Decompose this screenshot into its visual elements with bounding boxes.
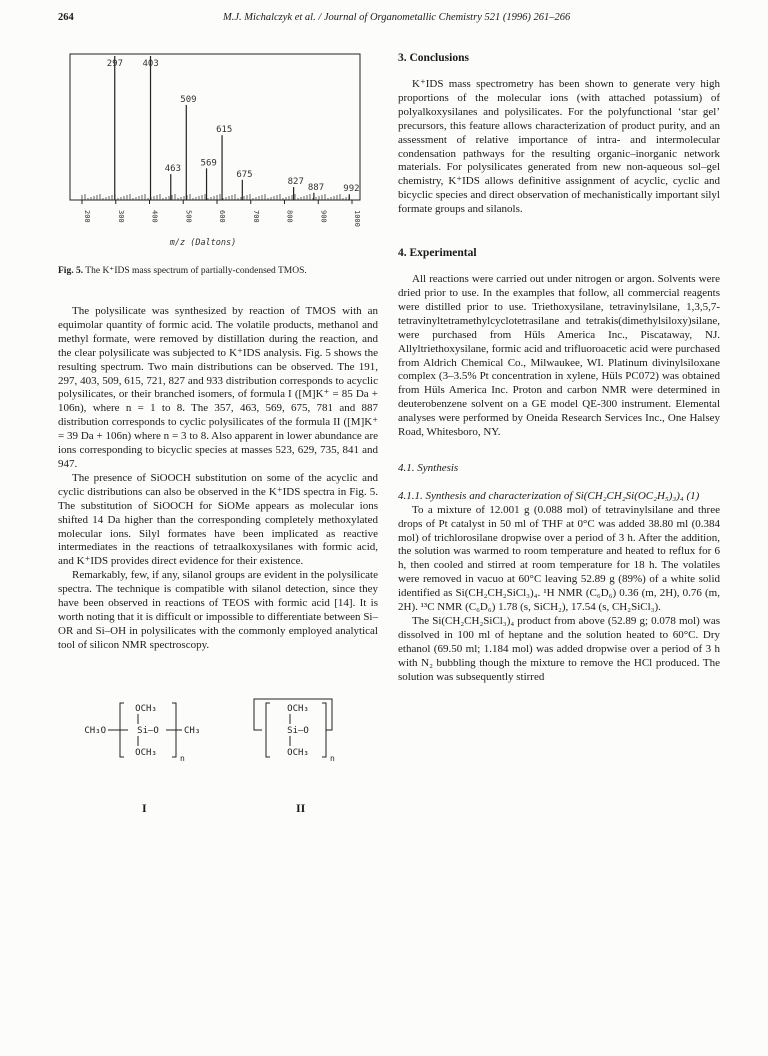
paragraph-conclusions: K⁺IDS mass spectrometry has been shown to generate very high proportions of the molecular ions (with attached potassium) of polyalkoxysilanes and polysilicates. For the polyfunctional ‘star gel’ precursors, this feature allows characterization of product purity, and an assessment of relative importance of intra- and intermolecular condensation pathways for the resulting organic–inorganic network materials. For polysilicates generated from new non-aqueous sol–gel chemistry, K⁺IDS allows definitive assignment of acyclic, cyclic and bicyclic species and direct observation of mechanistically important silyl formate groups and silanols.: [398, 78, 720, 216]
mass-spectrum-plot: [68, 52, 368, 267]
structure-label-i: I: [142, 800, 147, 815]
paragraph-1: The polysilicate was synthesized by reaction of TMOS with an equimolar quantity of formic acid. The volatile products, methanol and methyl formate, were removed by distillation during the reaction, and the clear polysilicate was subjected to K⁺IDS analysis. Fig. 5 shows the resulting spectrum. Two main distributions can be observed. The 191, 297, 403, 509, 615, 721, 827 and 933 distribution corresponds to acyclic polysilicates, or their branched isomers, of formula I ([M]K⁺ = 85 Da + 106n), where n = 1 to 8. The 357, 463, 569, 675, 781 and 887 distribution corresponds to cyclic polysilicates of the formula II ([M]K⁺ = 39 Da + 106n) where n = 3 to 8. Also apparent in lower abundance are ions corresponding to bicyclic species at masses 523, 629, 735, 841 and 947.: [58, 305, 378, 470]
x-axis-label: m/z (Daltons): [169, 238, 237, 248]
struct1-bottom: OCH₃: [135, 747, 157, 758]
peak-label-297: 297: [106, 59, 124, 69]
page-number: 264: [58, 12, 74, 23]
structure-label-ii: II: [296, 800, 306, 815]
peak-label-675: 675: [236, 169, 253, 180]
struct1-mid: Si–O: [137, 725, 159, 736]
x-tick-label-400: 400: [150, 210, 159, 223]
struct2-bottom: OCH₃: [287, 747, 309, 758]
running-title: M.J. Michalczyk et al. / Journal of Organometallic Chemistry 521 (1996) 261–266: [223, 12, 571, 23]
x-tick-label-300: 300: [116, 210, 125, 223]
peak-label-569: 569: [200, 158, 217, 169]
structure-formula-i: [76, 697, 216, 777]
x-tick-label-700: 700: [251, 210, 260, 223]
struct1-sub: n: [180, 753, 185, 763]
baseline-noise: [82, 194, 349, 200]
right-column: [398, 52, 720, 685]
paragraph-experimental: All reactions were carried out under nitrogen or argon. Solvents were dried prior to use. In the examples that follow, all commercial reagents were distilled prior to use. Triethoxysilane, tetravinylsilane, 1,3,5,7-tetravinyltetramethylcyclotetrasilane and tetrakis(dimethylsiloxy)silane, were purchased from Hüls America Inc., Piscataway, NJ. Allyltriethoxysilane, formic acid and trifluoroacetic acid were purchased from Aldrich Chemical Co., Milwaukee, WI. Platinum divinylsiloxane complex (3–3.5% Pt concentration in xylene, Hüls PC072) was obtained from Hüls America Inc. Proton and carbon NMR were determined in deuterobenzene solvent on a GE model QE-300 instrument. Elemental analyses were performed by Oneida Research Services Inc., One Halsey Road, Whitesboro, NY.: [398, 273, 720, 439]
x-tick-label-600: 600: [218, 210, 226, 223]
peak-label-615: 615: [216, 125, 233, 136]
section-heading-conclusions: 3. Conclusions: [398, 52, 469, 64]
left-column: [58, 52, 378, 823]
struct1-left: CH₃O: [84, 725, 106, 736]
caption-label: Fig. 5.: [58, 266, 84, 276]
running-header: [58, 12, 720, 30]
x-tick-label-500: 500: [184, 210, 193, 223]
peak-label-827: 827: [287, 177, 304, 188]
peak-label-509: 509: [180, 94, 197, 105]
paragraph-3: Remarkably, few, if any, silanol groups are evident in the polysilicate spectra. The technique is compatible with silanol detection, since they have been observed in reactions of TEOS with formic acid [14]. It is worth noting that it is difficult or impossible to differentiate between Si–OR and Si–OH in polysilicates with the commonly employed analytical tool of silicon NMR spectroscopy.: [58, 569, 378, 651]
caption-text: The K⁺IDS mass spectrum of partially-condensed TMOS.: [85, 266, 307, 276]
peak-label-403: 403: [142, 59, 159, 69]
peak-label-992: 992: [343, 184, 360, 195]
section-heading-experimental: 4. Experimental: [398, 247, 477, 260]
struct1-top: OCH₃: [135, 703, 157, 714]
structure-formula-ii: [250, 697, 350, 777]
peak-label-887: 887: [307, 182, 325, 193]
struct2-sub: n: [330, 753, 335, 763]
x-tick-label-800: 800: [285, 210, 294, 223]
x-tick-label-1000: 1000: [353, 210, 361, 227]
paragraph-synthesis-2: The Si(CH₂CH₂SiCl₃)₄ product from above (52.89 g; 0.078 mol) was dissolved in 100 ml of heptane and the solution heated to 60°C. Dry ethanol (69.50 ml; 1.184 mol) was added dropwise over a period of 3 h with N₂ bubbling though the mixture to remove the HCl produced. The solution was subsequently stirred: [398, 615, 720, 683]
x-tick-label-900: 900: [319, 210, 328, 223]
paragraph-synthesis-1: To a mixture of 12.001 g (0.088 mol) of tetravinylsilane and three drops of Pt catalyst in 50 ml of THF at 0°C was added 38.80 ml (0.384 mol) of trichlorosilane dropwise over a period of 3 h. After the addition, the solution was warmed to room temperature and heated to reflux for 6 h, then cooled and stirred at room temperature for 18 h. The volatiles were removed in vacuo at 60°C leaving 52.89 g (89%) of a white solid identified as Si(CH₂CH₂SiCl₃)₄. ¹H NMR (C₆D₆) 0.36 (m, 2H), 0.76 (m, 2H). ¹³C NMR (C₆D₆) 1.78 (s, SiCH₂), 17.54 (s, CH₂SiCl₃).: [398, 503, 720, 614]
subsection-heading-synthesis: 4.1. Synthesis: [398, 461, 459, 474]
peak-label-463: 463: [164, 164, 182, 175]
struct1-right: CH₃: [184, 725, 201, 736]
mass-spectrum-figure: [68, 52, 368, 267]
struct2-mid: Si–O: [287, 725, 309, 736]
x-tick-label-200: 200: [83, 210, 91, 223]
struct2-top: OCH₃: [287, 703, 309, 714]
structures: [58, 693, 378, 823]
subsection-heading-4-1-1: 4.1.1. Synthesis and characterization of Si(CH₂CH₂Si(OC₂H₅)₃)₄ (1): [398, 489, 700, 502]
paragraph-2: The presence of SiOOCH substitution on some of the acyclic and cyclic distributions can also be observed in the K⁺IDS spectra in Fig. 5. The substitution of SiOOCH for SiOMe appears as molecular ions shifted 14 Da higher than the corresponding completely methoxylated molecular ions. Silyl formates have been implicated as reactive intermediates in the reactions of tetraalkoxysilanes with formic acid, and K⁺IDS provides direct evidence for their existence.: [58, 471, 378, 568]
